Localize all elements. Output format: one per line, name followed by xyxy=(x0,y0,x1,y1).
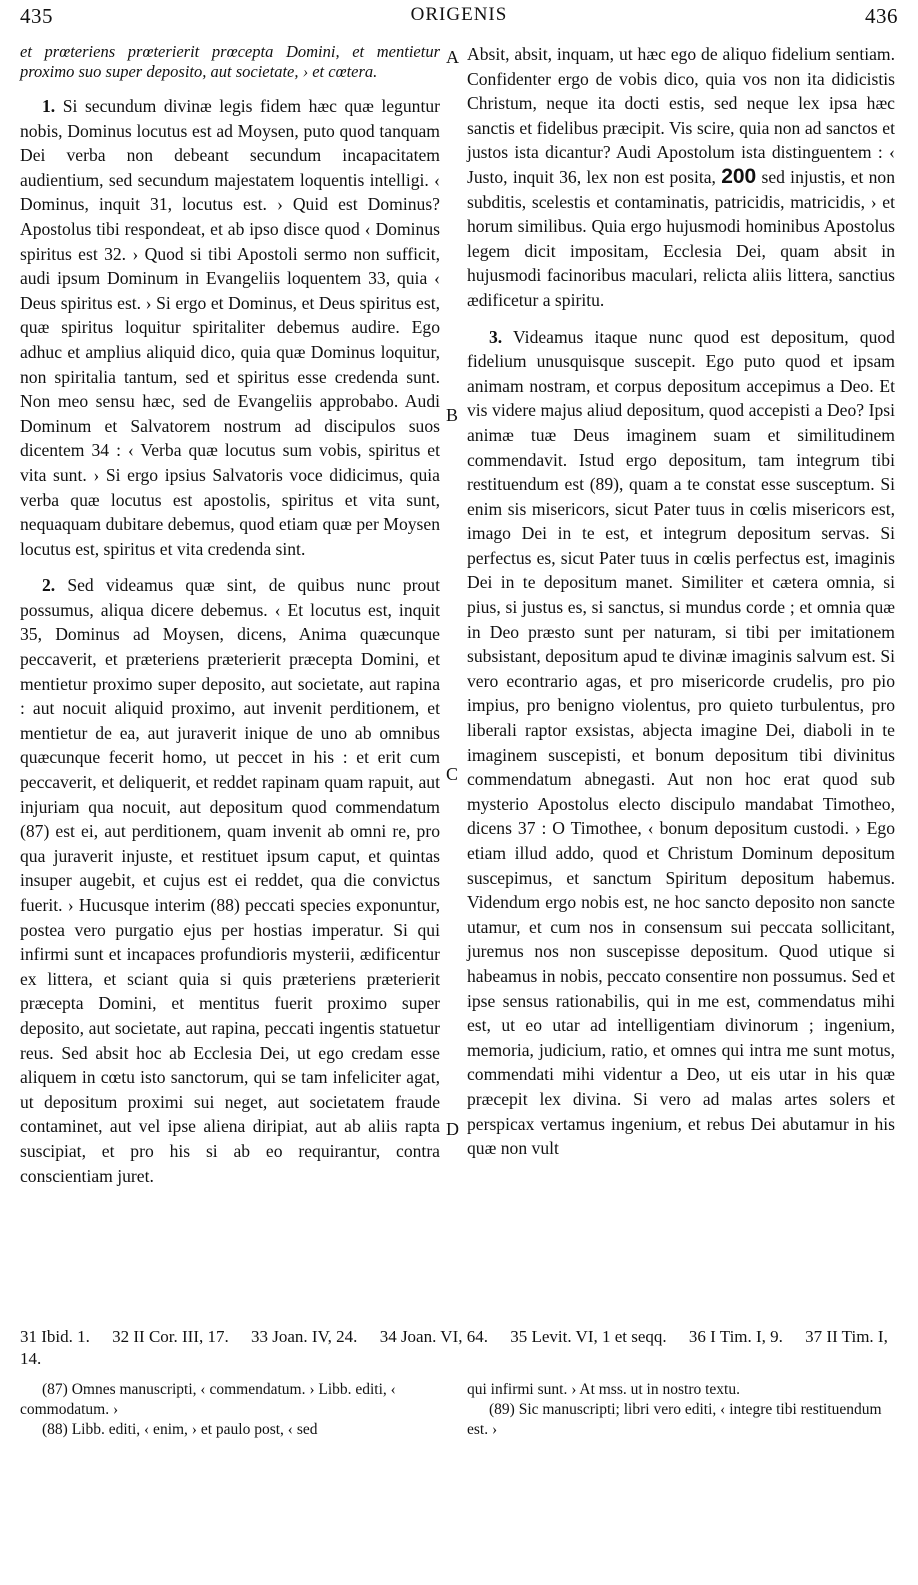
scripture-references xyxy=(20,1326,900,1370)
paragraph-number: 3. xyxy=(489,326,503,347)
paragraph-text: Videamus itaque nunc quod est depositum, quod fidelium unusquisque suscepit. Ego puto quod et ipsam animam nostram, et corpus depositum accepimus a Deo. Et vis videre majus aliud depositum, quod accepisti a Deo? Ipsi animæ tuæ Deus imaginem suam et similitudinem commendavit. Istud ergo depositum, tam integrum tibi restituendum est (89), quam a te constat esse susceptum. Si enim sis misericors, sicut Pater tuus in cœlis misericors est, imago Dei in te est, et integrum depositum servas. Si perfectus es, sicut Pater tuus in cœlis perfectus est, imaginis Dei in te depositum manet. Similiter et cætera omnia, si pius, si justus es, si sanctus, si mundus corde ; et omnia quæ in Deo præsto sunt per naturam, si tibi per imitationem subsistant, depositum apud te divinæ imaginis salvum est. Si vero econtrario agas, et pro misericorde crudelis, pro pio impius, pro benigno violentus, pro quieto turbulentus, pro liberali raptor exsistas, abjecta imagine Dei, diaboli in te imaginem suscepisti, et bonum depositum tibi divinitus commendatum abnegasti. Aut non hoc erat quod sub mysterio Apostolus electo discipulo mandabat Timotheo, dicens 37 : O Timothee, ‹ bonum depositum custodi. › Ego etiam illud addo, quod et Christum Dominum depositum suscepimus, et sanctum Spiritum depositum habemus. Videndum ergo nobis est, ne hoc sancto deposito non sancte utamur, et cum nos in consensum sui peccata sollicitant, juremus nos non suscepisse depositum. Quod utique si habeamus in nobis, peccato consentire non possumus. Sed et ipse sensus rationabilis, qui in me est, commendatus mihi est, ut eo utar ad intelligentiam divinorum ; ingenium, memoria, judicium, ratio, et omnes qui intra me sunt motus, commendati mihi videntur a Deo, ut eis utar in his quæ præcepit lex divina. Si vero ad malas artes solers et perspicax vertamus ingenium, et rebus Dei abutamur in his quæ non vult xyxy=(467,326,895,1159)
footnote: (88) Libb. editi, ‹ enim, › et paulo post, ‹ sed xyxy=(42,1421,318,1438)
footnote: (87) Omnes manuscripti, ‹ commendatum. › Libb. editi, ‹ commodatum. › xyxy=(20,1381,396,1418)
margin-marker-c: C xyxy=(446,764,459,784)
column-number: 200 xyxy=(721,164,757,188)
reference: 33 Joan. IV, 24. xyxy=(251,1327,358,1346)
paragraph-number: 1. xyxy=(42,96,56,116)
reference: 34 Joan. VI, 64. xyxy=(379,1327,488,1346)
left-column xyxy=(20,42,440,1188)
margin-marker-d: D xyxy=(446,1119,459,1139)
margin-marker-a: A xyxy=(446,47,459,67)
paragraph-1 xyxy=(20,94,440,561)
paragraph-2 xyxy=(20,573,440,1188)
right-column xyxy=(467,42,895,1161)
margin-marker-b: B xyxy=(446,405,459,425)
lemma-text: et prœteriens prœterierit prœcepta Domini, et mentietur proximo suo super deposito, aut societate, › et cœtera. xyxy=(20,42,440,81)
reference: 36 I Tim. I, 9. xyxy=(688,1327,783,1346)
paragraph-text: Si secundum divinæ legis fidem hæc quæ leguntur nobis, Dominus locutus est ad Moysen, puto quod tanquam Dei verba non debeant secundum incapacitatem audientium, sed secundum majestatem loquentis intelligi. ‹ Dominus, inquit 31, locutus est. › Quid est Dominus? Apostolus tibi respondeat, et ab ipso disce quod ‹ Dominus spiritus est 32. › Quod si tibi Apostoli sermo non sufficit, audi ipsum Dominum in Evangeliis loquentem 33, quia ‹ Deus spiritus est. › Si ergo et Dominus, et Deus spiritus est, quæ spiritus loquitur spiritaliter debemus audire. Ego adhuc et amplius aliquid dico, quia quæ Dominus loquitur, non spiritalia tantum, sed et spiritus esse credenda sunt. Non meo sensu hæc, sed de Evangeliis approbabo. Audi Dominum et Salvatorem nostrum ad discipulos suos dicentem 34 : ‹ Verba quæ locutus sum vobis, spiritus et vita sunt. › Si ergo ipsius Salvatoris voce didicimus, quia verba quæ locutus est apostolis, spiritus et vita sunt, nequaquam dubitare debemus, quod etiam quæ per Moysen locutus est, spiritus et vita credenda sint. xyxy=(20,96,440,559)
paragraph-text: sed injustis, et non subditis, scelestis et contaminatis, patricidis, matricidis, › et horum similibus. Quia ergo hujusmodi hominibus Apostolus legem dicit impositam, Ecclesia Dei, quam absit in hujusmodi facinoribus maculari, relicta aliis littera, sanctius ædificetur a spiritu. xyxy=(467,166,895,310)
footnote: qui infirmi sunt. › At mss. ut in nostro textu. xyxy=(467,1381,740,1398)
footnotes-right xyxy=(467,1380,897,1440)
paragraph-3 xyxy=(467,325,895,1161)
reference: 37 II Tim. I, 14. xyxy=(20,1327,888,1368)
paragraph-text: Absit, absit, inquam, ut hæc ego de aliquo fidelium sentiam. Confidenter ergo de vobis dico, quia vos non ita didicistis Christum, neque ita docti estis, sed neque lex ipsa hæc sanctis et fidelibus præcipit. Vis scire, quia non ad sanctos et justos ista dicantur? Audi Apostolum ista distinguentem : ‹ Justo, inquit 36, lex non est posita, xyxy=(467,44,895,187)
reference: 31 Ibid. 1. xyxy=(20,1327,90,1346)
page-number-left: 435 xyxy=(20,4,53,28)
page-number-right: 436 xyxy=(865,4,898,28)
paragraph-number: 2. xyxy=(42,575,56,596)
running-title: ORIGENIS xyxy=(410,4,508,25)
reference: 35 Levit. VI, 1 et seqq. xyxy=(510,1327,667,1346)
footnotes-left xyxy=(20,1380,445,1440)
footnote: (89) Sic manuscripti; libri vero editi, ‹ integre tibi restituendum est. › xyxy=(467,1401,882,1438)
paragraph-continued xyxy=(467,42,895,313)
reference: 32 II Cor. III, 17. xyxy=(112,1327,229,1346)
paragraph-text: Sed videamus quæ sint, de quibus nunc prout possumus, aliqua dicere debemus. ‹ Et locutus est, inquit 35, Dominus ad Moysen, dicens, Anima quæcunque peccaverit, et præteriens præterierit præcepta Domini, et mentietur proximo super deposito, aut societate, aut rapina : aut nocuit aliquid proximo, aut invenit perditionem, et mentietur de ea, aut juraverit inique de uno ab omnibus quæcunque fecerit homo, ut peccet in his : et erit cum peccaverit, et deliquerit, et reddet rapinam quam rapuit, aut injuriam qua nocuit, aut depositum quod commendatum (87) est ei, aut perditionem, quam invenit ab omni re, pro qua juraverit injuste, et restituet ipsum caput, et quintas insuper augebit, et cujus est ei reddet, qua die convictus fuerit. › Hucusque interim (88) peccati species exponuntur, postea vero purgatio ejus per hostias imperatur. Si qui infirmi sunt et incapaces profundioris mysterii, ædificentur ex littera, et sciant quia si quis præteriens præterierit præcepta Domini, et mentitus fuerit proximo super deposito, aut societate, aut rapina, peccati ingentis statuetur reus. Sed absit hoc ab Ecclesia Dei, ut ego credam esse aliquem in cœtu isto sanctorum, qui se tam infeliciter agat, ut depositum proximi sui neget, aut societatem fraude contaminet, aut vel ipse aliena diripiat, aut ab aliis rapta suscipiat, et pro his si ab eo requirantur, contra conscientiam juret. xyxy=(20,575,440,1186)
